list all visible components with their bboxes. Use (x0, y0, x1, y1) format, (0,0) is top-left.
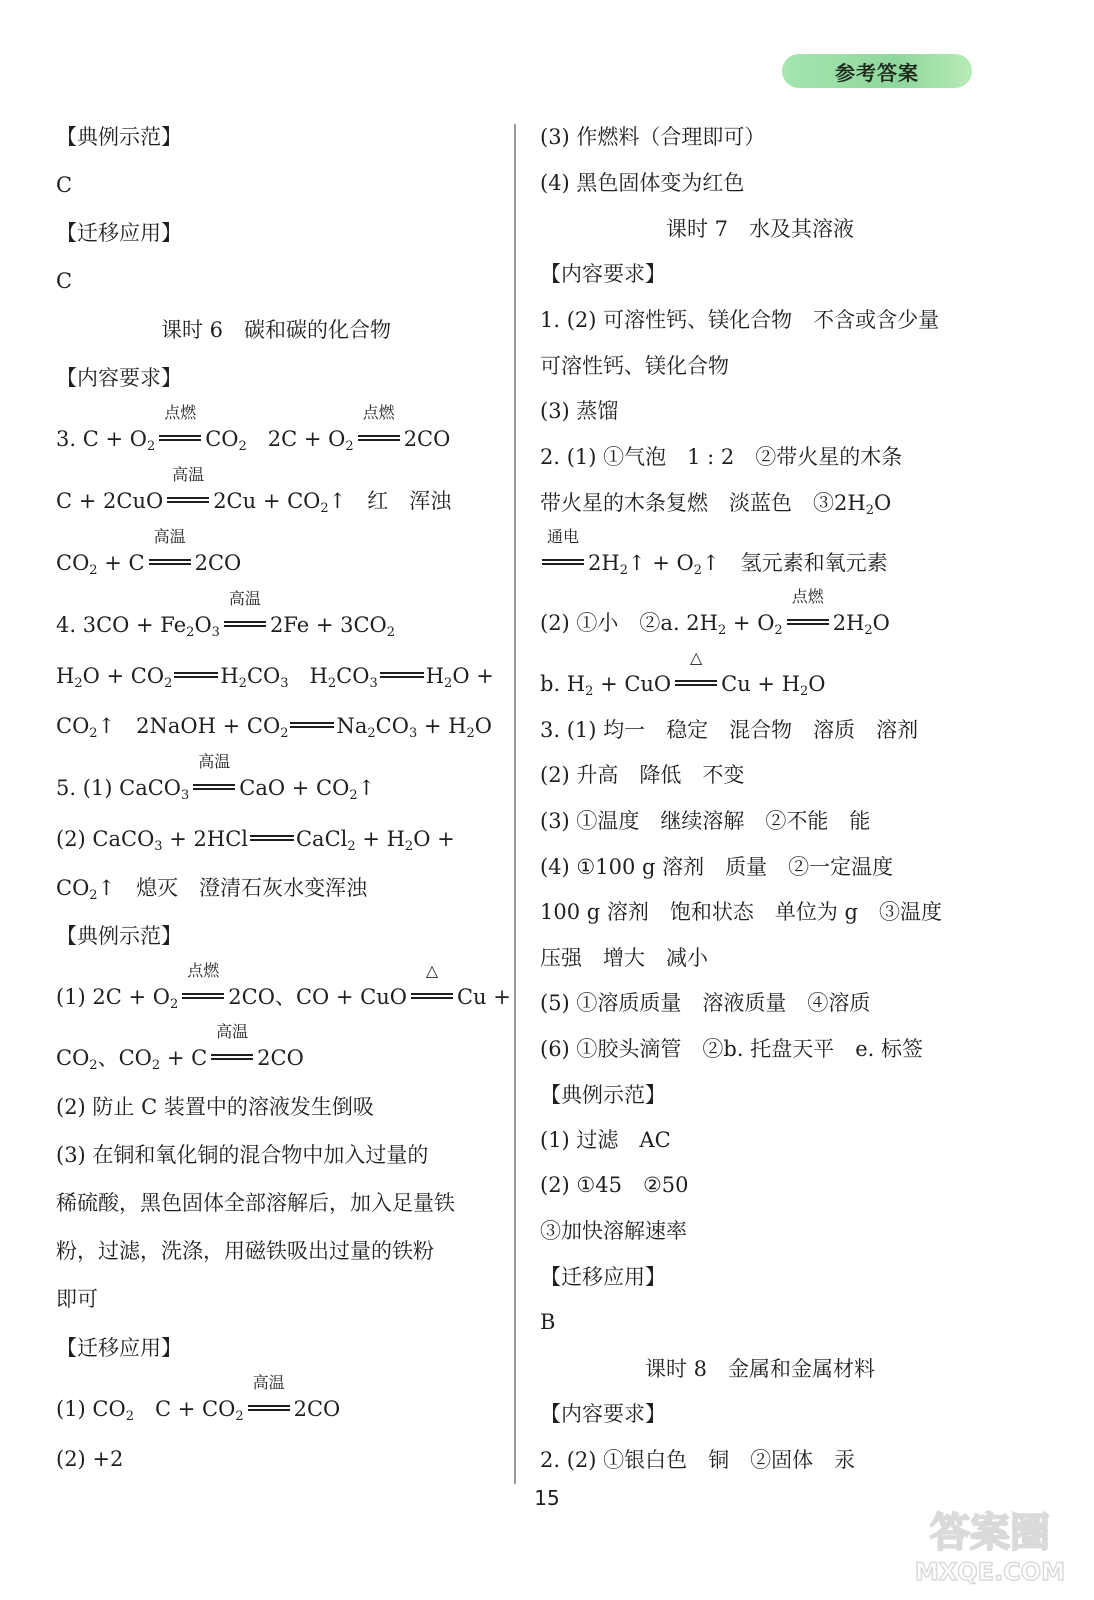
answer-line: 可溶性钙、镁化合物 (540, 354, 729, 378)
section-heading: 【迁移应用】 (540, 1265, 666, 1289)
equation-line: $H_2O + CO_2$ $H_2CO_3$ $H_2CO_3$ $H_2O$ + (56, 664, 494, 691)
answer-line: (4) 黑色固体变为红色 (540, 171, 745, 195)
answer-line: 1. (2) 可溶性钙、镁化合物 不含或含少量 (540, 308, 940, 332)
answer-line: 稀硫酸，黑色固体全部溶解后，加入足量铁 (56, 1191, 455, 1215)
answer-line: (6) ①胶头滴管 ②b. 托盘天平 e. 标签 (540, 1037, 923, 1061)
equation-line: (1) $2C + O_2$ 点燃 2CO、CO + CuO △ Cu + (56, 961, 511, 1012)
svg-text:MXQE.COM: MXQE.COM (914, 1558, 1066, 1586)
equation-line: $CO_2 + C$ 高温 2CO (56, 527, 242, 578)
equation-line: 3. $C + O_2$ 点燃 $CO_2$ $2C + O_2$ 点燃 2CO (56, 403, 451, 454)
answer-line: ③加快溶解速率 (540, 1219, 687, 1243)
lesson-title: 课时 8 金属和金属材料 (644, 1357, 876, 1381)
svg-text:答案圈: 答案圈 (930, 1510, 1050, 1556)
section-heading: 【典例示范】 (540, 1083, 666, 1107)
section-heading: 【典例示范】 (56, 924, 182, 948)
section-heading: 【内容要求】 (540, 262, 666, 286)
column-divider (514, 124, 516, 1484)
page-number: 15 (534, 1486, 560, 1510)
answer-line: C (56, 269, 73, 293)
answer-line: $CO_2↑$ 熄灭 澄清石灰水变浑浊 (56, 876, 368, 903)
lesson-title: 课时 7 水及其溶液 (665, 217, 855, 241)
answer-line: (2) +2 (56, 1447, 124, 1471)
watermark-logo (900, 1500, 1080, 1590)
answer-line: (3) ①温度 继续溶解 ②不能 能 (540, 809, 871, 833)
answer-line: 即可 (56, 1287, 98, 1311)
answer-line: 带火星的木条复燃 淡蓝色 $③2H_2O$ (540, 491, 892, 518)
section-heading: 【内容要求】 (56, 366, 182, 390)
answer-line: 2. (1) ①气泡 1 : 2 ②带火星的木条 (540, 445, 903, 469)
equation-line: (1) $CO_2$ $C + CO_2$ 高温 2CO (56, 1373, 341, 1424)
equation-line: C + 2CuO 高温 $2Cu + CO_2↑$ 红 浑浊 (56, 465, 452, 516)
answer-line: (1) 过滤 AC (540, 1128, 671, 1152)
section-heading: 【内容要求】 (540, 1402, 666, 1426)
answer-line: C (56, 173, 73, 197)
equation-line: (2) CaCO$_3$ + 2HCl CaCl$_2$ + $H_2O$ + (56, 827, 455, 854)
answer-line: 3. (1) 均一 稳定 混合物 溶质 溶剂 (540, 718, 919, 742)
answer-key-badge: 参考答案 (782, 54, 972, 88)
answer-line: 压强 增大 减小 (540, 946, 708, 970)
answer-line: 2. (2) ①银白色 铜 ②固体 汞 (540, 1448, 856, 1472)
equation-line: b. $H_2$ + CuO △ $Cu + H_2O$ (540, 648, 826, 699)
answer-line: (3) 作燃料（合理即可） (540, 125, 766, 149)
answer-line: (3) 蒸馏 (540, 399, 619, 423)
answer-line: (5) ①溶质质量 溶液质量 ④溶质 (540, 991, 871, 1015)
answer-line: B (540, 1310, 556, 1334)
section-heading: 【迁移应用】 (56, 1336, 182, 1360)
equation-line: $CO_2↑$ 2NaOH + $CO_2$ $Na_2CO_3 + H_2O$ (56, 714, 493, 741)
equation-line: $CO_2$、$CO_2 + C$ 高温 2CO (56, 1022, 304, 1073)
answer-line: (2) 防止 C 装置中的溶液发生倒吸 (56, 1095, 374, 1119)
section-heading: 【典例示范】 (56, 125, 182, 149)
answer-line: (4) ①100 g 溶剂 质量 ②一定温度 (540, 855, 894, 879)
answer-line: 粉，过滤，洗涤，用磁铁吸出过量的铁粉 (56, 1239, 434, 1263)
equation-line: 5. (1) CaCO$_3$ 高温 CaO + $CO_2↑$ (56, 752, 376, 803)
answer-line: (3) 在铜和氧化铜的混合物中加入过量的 (56, 1143, 429, 1167)
equation-line: (2) ①小 ②a. $2H_2 + O_2$ 点燃 $2H_2O$ (540, 587, 890, 638)
equation-line: 4. $3CO + Fe_2O_3$ 高温 $2Fe + 3CO_2$ (56, 589, 396, 640)
answer-line: (2) 升高 降低 不变 (540, 763, 745, 787)
lesson-title: 课时 6 碳和碳的化合物 (160, 318, 392, 342)
equation-line: 通电 $2H_2↑$ + $O_2↑$ 氢元素和氧元素 (540, 548, 980, 578)
answer-line: (2) ①45 ②50 (540, 1173, 689, 1197)
answer-line: 100 g 溶剂 饱和状态 单位为 g ③温度 (540, 900, 942, 924)
section-heading: 【迁移应用】 (56, 221, 182, 245)
